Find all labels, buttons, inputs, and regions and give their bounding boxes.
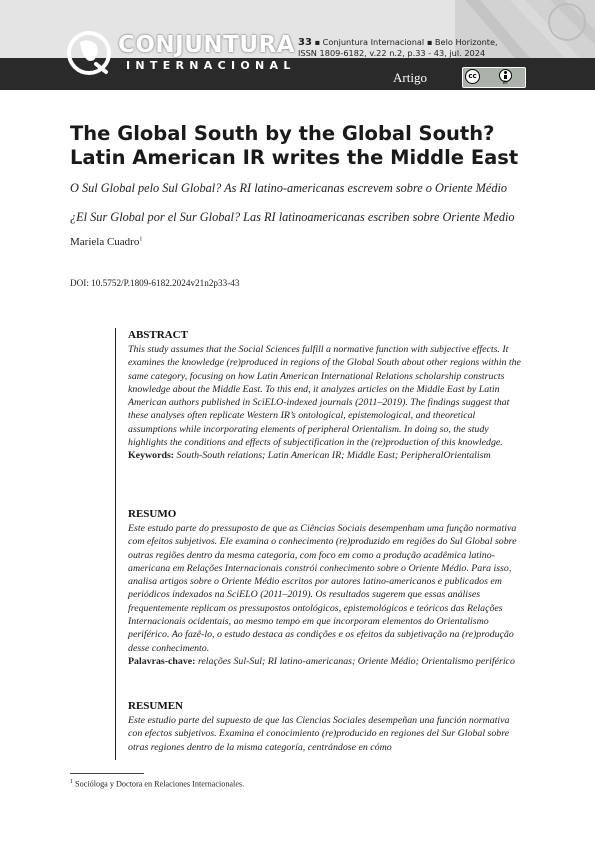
abstract-english [128, 328, 526, 463]
abstract-text: This study assumes that the Social Sciences fulfill a normative function with subjective effects. It examines the knowledge (re)produced in regions of the Global South about other regions within the same category, focusing on how Latin American International Relations scholarship constructs knowledge about the Middle East. To this end, it analyzes articles on the Middle East by Latin American authors published in SciELO-indexed journals (2011–2019). The findings suggest that these analyses often replicate Western IR’s ontological, epistemological, and theoretical assumptions while incorporating elements of peripheral Orientalism. In doing so, the study highlights the conditions and effects of subjectification in the (re)production of this knowledge. [128, 344, 521, 449]
keywords-label: Keywords: [128, 450, 175, 462]
palavras-chave-label: Palavras-chave: [128, 655, 196, 667]
creative-commons-icon: cc [465, 69, 480, 84]
author-name [70, 236, 142, 248]
resumen-heading: RESUMEN [128, 700, 184, 712]
journal-citation [298, 37, 498, 59]
cc-by-license-badge[interactable] [462, 67, 526, 88]
doi-link[interactable]: DOI: 10.5752/P.1809-6182.2024v21n2p33-43 [70, 278, 240, 288]
globe-logo-icon [66, 30, 112, 76]
keywords-line [128, 449, 526, 462]
footnote-marker: 1 [70, 779, 73, 785]
resumen-text: Este estudio parte del supuesto de que las Ciencias Sociales desempeñan una función normativa con efectos subjetivos. Examina el conocimiento (re)producido en regiones del Sur Global sobre otras regiones dentro de la misma categoría, centrándose en cómo [128, 715, 510, 753]
journal-header [0, 0, 595, 90]
palavras-chave-values: relações Sul-Sul; RI latino-americanas; Oriente Médio; Orientalismo periférico [197, 655, 515, 667]
abstract-heading: ABSTRACT [128, 329, 188, 341]
citation-line-1 [298, 37, 498, 48]
resumo-text: Este estudo parte do pressuposto de que as Ciências Sociais desempenham uma função normativa com efeitos subjetivos. Ele examina o conhecimento (re)produzido em regiões do Sul Global sobre outras regiões dentro da mesma categoria, com foco em como a produção acadêmica latino-americana em Relações Internacionais constrói conhecimento sobre o Oriente Médio. Para isso, analisa artigos sobre o Oriente Médio escritos por autores latino-americanos e publicados em periódicos indexados na SciELO (2011–2019). Os resultados sugerem que essas análises frequentemente replicam os pressupostos ontológicos, epistemológicos e teóricos das Relações Internacionais ocidentais, ao mesmo tempo em que incorporam elementos do Orientalismo periférico. Ao fazê-lo, o estudo destaca as condições e os efeitos da subjetivação na (re)produção desse conhecimento. [128, 523, 517, 654]
abstract-spanish [128, 699, 526, 754]
footnote-separator [70, 773, 144, 774]
article-type-label: Artigo [393, 70, 427, 85]
author-name-text: Mariela Cuadro [70, 236, 140, 248]
citation-line-2: ISSN 1809-6182, v.22 n.2, p.33 - 43, jul. 2024 [298, 48, 486, 58]
journal-name: ▪ Conjuntura Internacional ▪ Belo Horizonte, [311, 37, 498, 47]
abstract-vertical-rule [115, 328, 116, 760]
page-number: 33 [298, 37, 312, 48]
footnote-text: Socióloga y Doctora en Relaciones Internacionales. [73, 779, 245, 789]
journal-logo-title: CONJUNTURA [118, 32, 296, 58]
journal-logo-subtitle: INTERNACIONAL [126, 59, 296, 72]
abstract-portuguese [128, 507, 526, 668]
author-footnote-marker[interactable]: 1 [139, 236, 143, 243]
footnote [70, 779, 244, 789]
resumo-heading: RESUMO [128, 508, 177, 520]
keywords-values: South-South relations; Latin American IR; Middle East; PeripheralOrientalism [176, 450, 491, 462]
subtitle-spanish: ¿El Sur Global por el Sur Global? Las RI latinoamericanas escriben sobre Oriente Medio [70, 210, 515, 224]
license-by-label: BY [502, 81, 509, 86]
palavras-chave-line [128, 655, 526, 668]
article-title: The Global South by the Global South? Latin American IR writes the Middle East [70, 122, 519, 169]
subtitle-portuguese: O Sul Global pelo Sul Global? As RI latino-americanas escrevem sobre o Oriente Médio [70, 181, 508, 195]
